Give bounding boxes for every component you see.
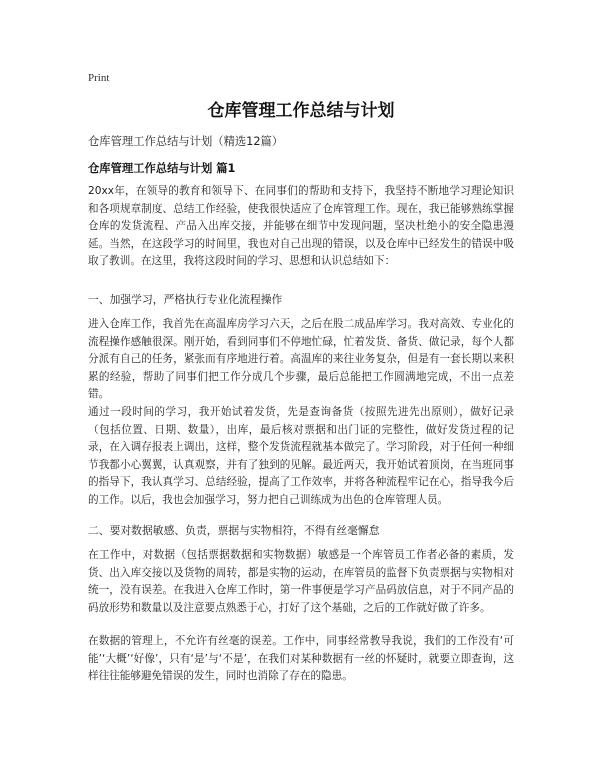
paragraph-4: 在工作中，对数据（包括票据数据和实物数据）敏感是一个库管员工作者必备的素质，发货、出入库交接以及货物的周转，都是实物的运动，在库管员的监督下负责票据与实物相对统一，没有误差。在我进入仓库工作时，第一件事便是学习产品码放信息，对于不同产品的码放形势和数量以及注意要点熟悉于心，打好了这个基础，之后的工作就好做了许多。 — [88, 549, 514, 614]
document-subtitle: 仓库管理工作总结与计划（精选12篇） — [88, 135, 284, 148]
heading-2: 二、要对数据敏感、负责，票据与实物相符，不得有丝毫懈怠 — [88, 524, 380, 537]
heading-1: 一、加强学习，严格执行专业化流程操作 — [88, 293, 283, 306]
paragraph-2: 进入仓库工作，我首先在高温库房学习六天，之后在股二成品库学习。我对高效、专业化的流程操作感触很深。刚开始，看到同事们不停地忙碌，忙着发货、备货、做记录，每个人都分派有自己的任务，紧张而有序地进行着。高温库的来往业务复杂，但是有一套长期以来积累的经验，帮助了同事们把工作分成几个步骤，最后总能把工作圆满地完成，不出一点差错。 — [88, 318, 514, 401]
paragraph-3: 通过一段时间的学习，我开始试着发货，先是查询备货（按照先进先出原则），做好记录（包括位置、日期、数量），出库，最后核对票据和出门证的完整性，做好发货过程的记录，在入调存报表上调出，这样，整个发货流程就基本做完了。学习阶段，对于任何一种细节我都小心翼翼，认真观察，并有了独到的见解。最近两天，我开始试着顶岗，在当班同事的指导下，我认真学习、总结经验，提高了工作效率，并将各种流程牢记在心，指导我今后的工作。以后，我也会加强学习，努力把自己训练成为出色的仓库管理人员。 — [88, 406, 514, 506]
page-title: 仓库管理工作总结与计划 — [207, 101, 395, 121]
print-label: Print — [88, 72, 110, 84]
section-title: 仓库管理工作总结与计划 篇1 — [88, 162, 236, 175]
paragraph-1: 20xx年，在领导的教育和领导下、在同事们的帮助和支持下，我坚持不断地学习理论知识和各项规章制度、总结工作经验，使我很快适应了仓库管理工作。现在，我已能够熟练掌握仓库的发货流程、产品入出库交接，并能够在细节中发现问题，坚决杜绝小的安全隐患漫延。当然，在这段学习的时间里，我也对自己出现的错误，以及仓库中已经发生的错误中吸取了教训。在这里，我将这段时间的学习、思想和认识总结如下： — [88, 185, 514, 268]
paragraph-5: 在数据的管理上，不允许有丝毫的误差。工作中，同事经常教导我说，我们的工作没有‘可能’‘大概’‘好像’，只有‘是’与‘不是’，在我们对某种数据有一丝的怀疑时，就要立即查询，这样往往能够避免错误的发生，同时也消除了存在的隐患。 — [88, 635, 514, 683]
